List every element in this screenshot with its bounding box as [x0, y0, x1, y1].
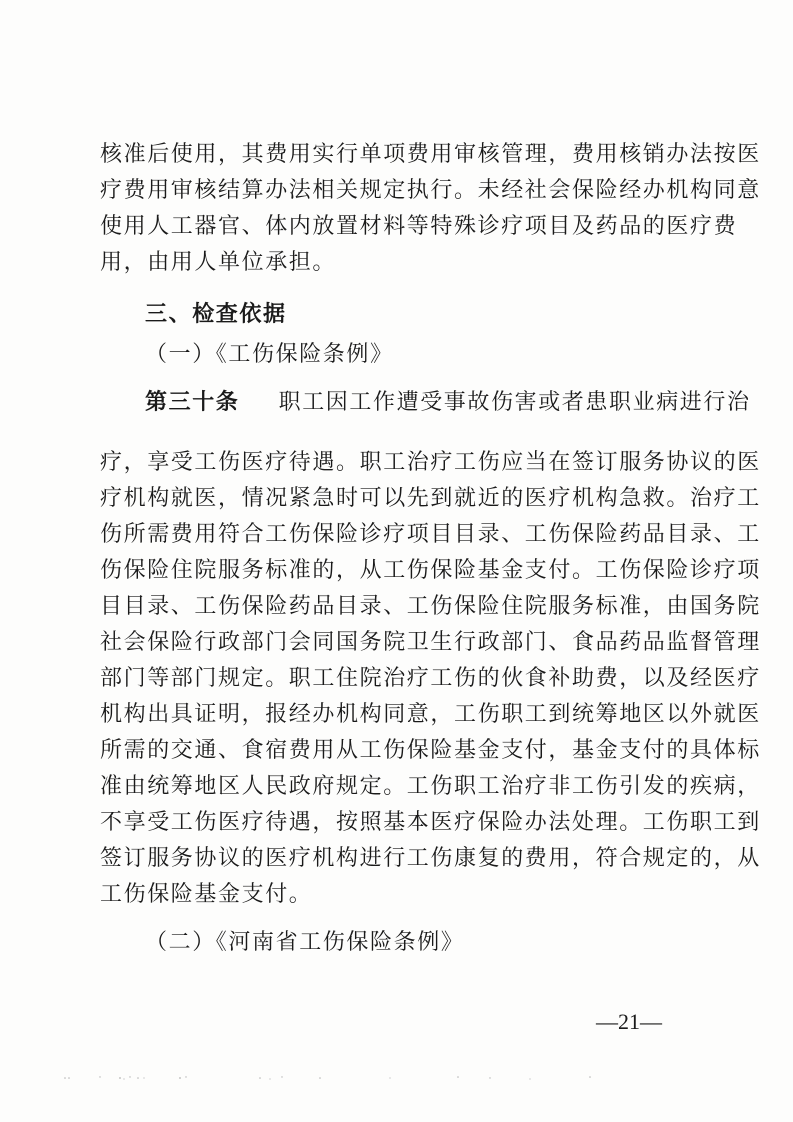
article-text-line: 准由统筹地区人民政府规定。工伤职工治疗非工伤引发的疾病， — [100, 774, 761, 799]
scan-artifact-dots — [60, 1068, 620, 1088]
body-text-line: 用，由用人单位承担。 — [100, 250, 337, 275]
section-heading: 三、检查依据 — [145, 302, 287, 327]
body-text-line: 疗费用审核结算办法相关规定执行。未经社会保险经办机构同意 — [100, 178, 761, 203]
article-text-line: 签订服务协议的医疗机构进行工伤康复的费用，符合规定的，从 — [100, 846, 761, 871]
body-text-line: 核准后使用，其费用实行单项费用审核管理，费用核销办法按医 — [100, 142, 761, 167]
article-text-line: 疗，享受工伤医疗待遇。职工治疗工伤应当在签订服务协议的医 — [100, 450, 761, 475]
article-text-line: 伤所需费用符合工伤保险诊疗项目目录、工伤保险药品目录、工 — [100, 522, 761, 547]
article-text-line: 目目录、工伤保险药品目录、工伤保险住院服务标准，由国务院 — [100, 594, 761, 619]
article-text-line: 所需的交通、食宿费用从工伤保险基金支付，基金支付的具体标 — [100, 738, 761, 763]
article-text-line: 机构出具证明，报经办机构同意，工伤职工到统筹地区以外就医 — [100, 702, 761, 727]
article-text-line: 疗机构就医，情况紧急时可以先到就近的医疗机构急救。治疗工 — [100, 486, 761, 511]
subheading-regulation-2: （二）《河南省工伤保险条例》 — [145, 930, 465, 955]
article-text-line: 伤保险住院服务标准的，从工伤保险基金支付。工伤保险诊疗项 — [100, 558, 761, 583]
article-first-line-text: 职工因工作遭受事故伤害或者患职业病进行治 — [278, 390, 751, 415]
article-text-line: 社会保险行政部门会同国务院卫生行政部门、食品药品监督管理 — [100, 630, 761, 655]
subheading-regulation-1: （一）《工伤保险条例》 — [145, 342, 394, 367]
article-text-line: 部门等部门规定。职工住院治疗工伤的伙食补助费，以及经医疗 — [100, 666, 761, 691]
article-text-line: 工伤保险基金支付。 — [100, 882, 313, 907]
article-text-line: 不享受工伤医疗待遇，按照基本医疗保险办法处理。工伤职工到 — [100, 810, 761, 835]
article-number: 第三十条 — [145, 390, 240, 415]
body-text-line: 使用人工器官、体内放置材料等特殊诊疗项目及药品的医疗费 — [100, 214, 738, 239]
article-first-line — [145, 388, 751, 418]
page-number: —21— — [596, 1009, 662, 1034]
